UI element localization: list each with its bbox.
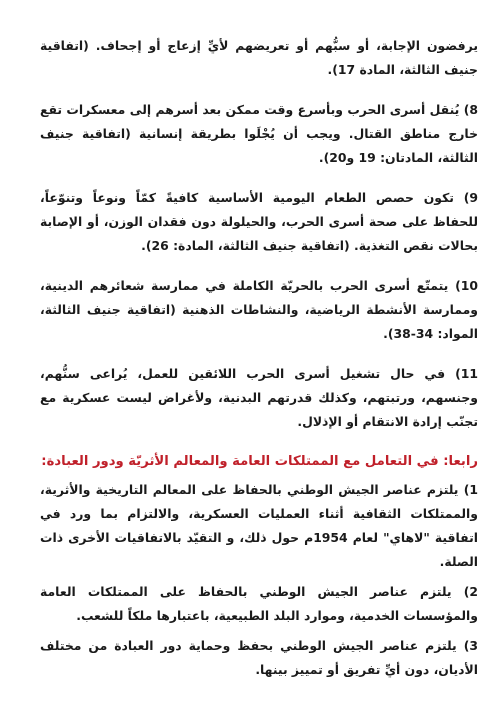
item-text: يُنقل أسرى الحرب وبأسرع وقت ممكن بعد أسرهم إلى معسكرات تقع خارج مناطق القتال. ويجب أن يُجْلَوا بطريقة إنسانية (اتفاقية جنيف الثالثة، المادتان: 19 و20). xyxy=(40,102,478,165)
section-heading: رابعا: في التعامل مع الممتلكات العامة والمعالم الأثريّة ودور العبادة: xyxy=(41,454,478,469)
item-text: يلتزم عناصر الجيش الوطني بالحفاظ على الممتلكات العامة والمؤسسات الخدمية، وموارد البلد الطبيعية، باعتبارها ملكاً للشعب. xyxy=(40,584,478,623)
item-number: 3) xyxy=(463,638,478,653)
item-text: يلتزم عناصر الجيش الوطني بالحفاظ على المعالم التاريخية والأثرية، والممتلكات الثقافية أثناء العمليات العسكرية، والالتزام بما ورد في اتفاقية "لاهاي" لعام 1954م حول ذلك، و التقيّد بالاتفاقيات الأخرى ذات الصلة. xyxy=(40,482,478,569)
list-item xyxy=(40,478,478,574)
list-item xyxy=(40,362,478,434)
list-item xyxy=(40,274,478,346)
item-text: يتمتّع أسرى الحرب بالحريّة الكاملة في ممارسة شعائرهم الدينية، وممارسة الأنشطة الرياضية، والنشاطات الذهنية (اتفاقية جنيف الثالثة، المواد: 34-38). xyxy=(40,278,478,341)
item-number: 2) xyxy=(463,584,478,599)
item-number: 8) xyxy=(463,102,478,117)
list-item xyxy=(40,186,478,258)
item-number: 1) xyxy=(463,482,478,497)
list-item xyxy=(40,34,478,82)
item-text: تكون حصص الطعام اليومية الأساسية كافيةً كمّاً ونوعاً وتنوّعاً، للحفاظ على صحة أسرى الحرب، والحيلولة دون فقدان الوزن، أو الإصابة بحالات نقص التغذية. (اتفاقية جنيف الثالثة، المادة: 26). xyxy=(40,190,478,253)
document-page xyxy=(40,34,478,688)
item-text: في حال تشغيل أسرى الحرب اللائقين للعمل، يُراعى سنُّهم، وجنسهم، ورتبتهم، وكذلك قدرتهم البدنية، ولأغراض ليست عسكرية مع تجنّب إرادة الانتقام أو الإذلال. xyxy=(40,366,478,429)
list-item xyxy=(40,98,478,170)
list-item xyxy=(40,634,478,682)
item-text: يلتزم عناصر الجيش الوطني بحفظ وحماية دور العبادة من مختلف الأديان، دون أيِّ تفريق أو تمييز بينها. xyxy=(40,638,478,677)
item-number: 10) xyxy=(455,278,478,293)
item-number: 9) xyxy=(463,190,478,205)
item-text: يرفضون الإجابة، أو سبُّهم أو تعريضهم لأيِّ إزعاج أو إجحاف. (اتفاقية جنيف الثالثة، المادة 17). xyxy=(40,38,478,77)
section-list xyxy=(40,478,478,682)
item-number: 11) xyxy=(455,366,478,381)
list-item xyxy=(40,580,478,628)
